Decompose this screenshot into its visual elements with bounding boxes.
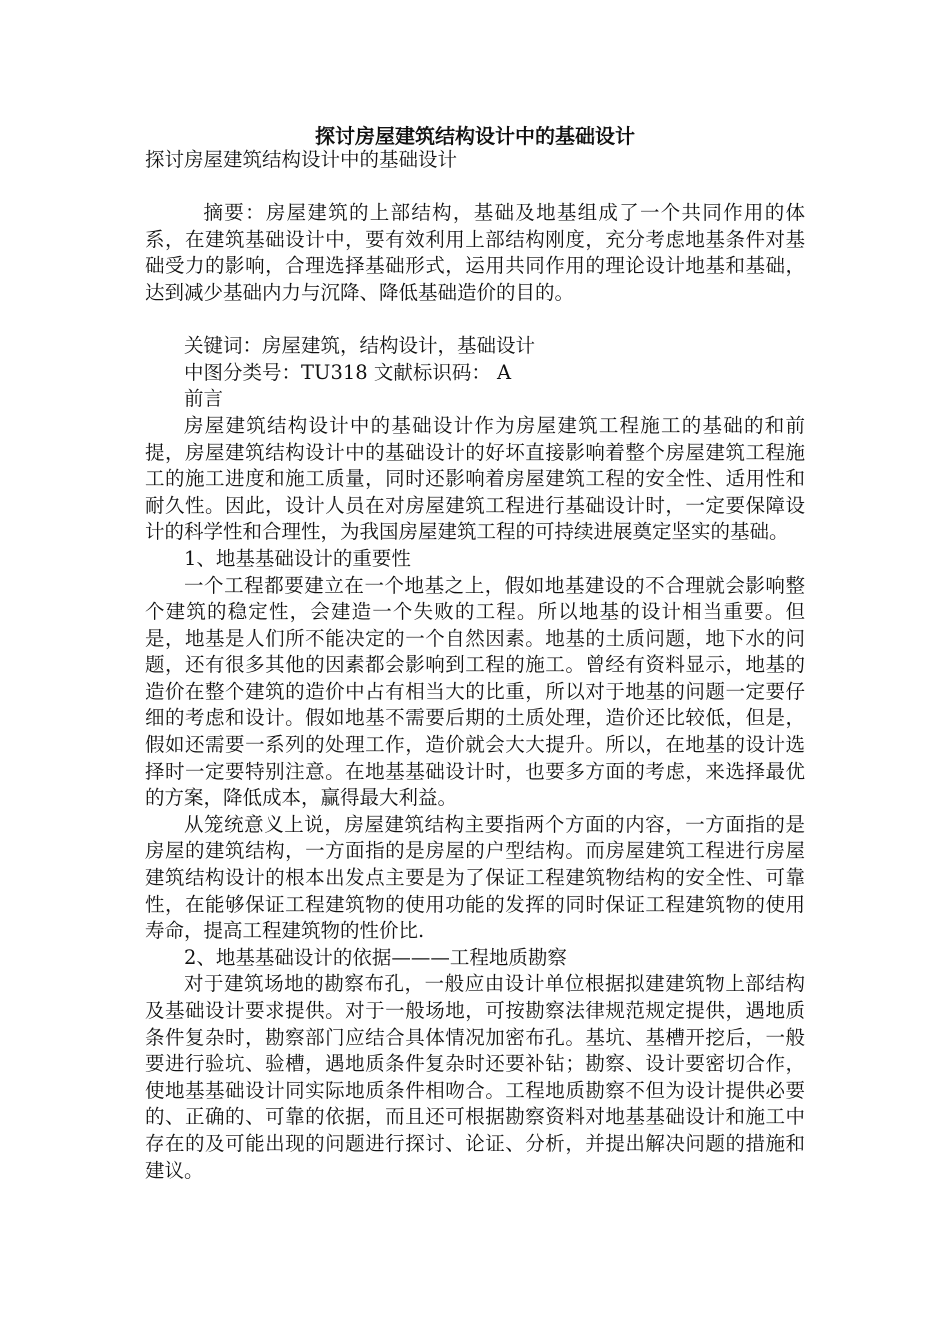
document-body: [145, 147, 805, 1184]
blank-line: [145, 307, 805, 334]
preface-heading: 前言: [184, 387, 224, 411]
section-1-heading: 1、地基基础设计的重要性: [184, 546, 411, 570]
document-title: 探讨房屋建筑结构设计中的基础设计: [315, 124, 635, 148]
document-subtitle: 探讨房屋建筑结构设计中的基础设计: [145, 148, 458, 171]
section-2-paragraph-1: 对于建筑场地的勘察布孔，一般应由设计单位根据拟建建筑物上部结构及基础设计要求提供。对于一般场地，可按勘察法律规范规定提供，遇地质条件复杂时，勘察部门应结合具体情况加密布孔。基坑、基槽开挖后，一般要进行验坑、验槽，遇地质条件复杂时还要补钻；勘察、设计要密切合作，使地基基础设计同实际地质条件相吻合。工程地质勘察不但为设计提供必要的、正确的、可靠的依据，而且还可根据勘察资料对地基基础设计和施工中存在的及可能出现的问题进行探讨、论证、分析，并提出解决问题的措施和建议。: [145, 972, 805, 1182]
classification-line: 中图分类号：TU318 文献标识码： A: [184, 360, 512, 384]
abstract-paragraph: 摘要：房屋建筑的上部结构，基础及地基组成了一个共同作用的体系，在建筑基础设计中，要有效利用上部结构刚度，充分考虑地基条件对基础受力的影响，合理选择基础形式，运用共同作用的理论设计地基和基础，达到减少基础内力与沉降、降低基础造价的目的。: [145, 201, 805, 304]
keywords-line: 关键词：房屋建筑，结构设计，基础设计: [184, 334, 536, 358]
blank-line: [145, 174, 805, 201]
section-1-paragraph-1: 一个工程都要建立在一个地基之上，假如地基建设的不合理就会影响整个建筑的稳定性，会建造一个失败的工程。所以地基的设计相当重要。但是，地基是人们所不能决定的一个自然因素。地基的土质问题，地下水的问题，还有很多其他的因素都会影响到工程的施工。曾经有资料显示，地基的造价在整个建筑的造价中占有相当大的比重，所以对于地基的问题一定要仔细的考虑和设计。假如地基不需要后期的土质处理，造价还比较低，但是，假如还需要一系列的处理工作，造价就会大大提升。所以，在地基的设计选择时一定要特别注意。在地基基础设计时，也要多方面的考虑，来选择最优的方案，降低成本，赢得最大利益。: [145, 573, 805, 810]
section-1-paragraph-2: 从笼统意义上说，房屋建筑结构主要指两个方面的内容，一方面指的是房屋的建筑结构，一方面指的是房屋的户型结构。而房屋建筑工程进行房屋建筑结构设计的根本出发点主要是为了保证工程建筑物结构的安全性、可靠性，在能够保证工程建筑物的使用功能的发挥的同时保证工程建筑物的使用寿命，提高工程建筑物的性价比.: [145, 812, 805, 943]
section-2-heading: 2、地基基础设计的依据———工程地质勘察: [184, 945, 567, 969]
preface-paragraph: 房屋建筑结构设计中的基础设计作为房屋建筑工程施工的基础的和前提，房屋建筑结构设计中的基础设计的好坏直接影响着整个房屋建筑工程施工的施工进度和施工质量，同时还影响着房屋建筑工程的安全性、适用性和耐久性。因此，设计人员在对房屋建筑工程进行基础设计时，一定要保障设计的科学性和合理性，为我国房屋建筑工程的可持续进展奠定坚实的基础。: [145, 413, 805, 544]
